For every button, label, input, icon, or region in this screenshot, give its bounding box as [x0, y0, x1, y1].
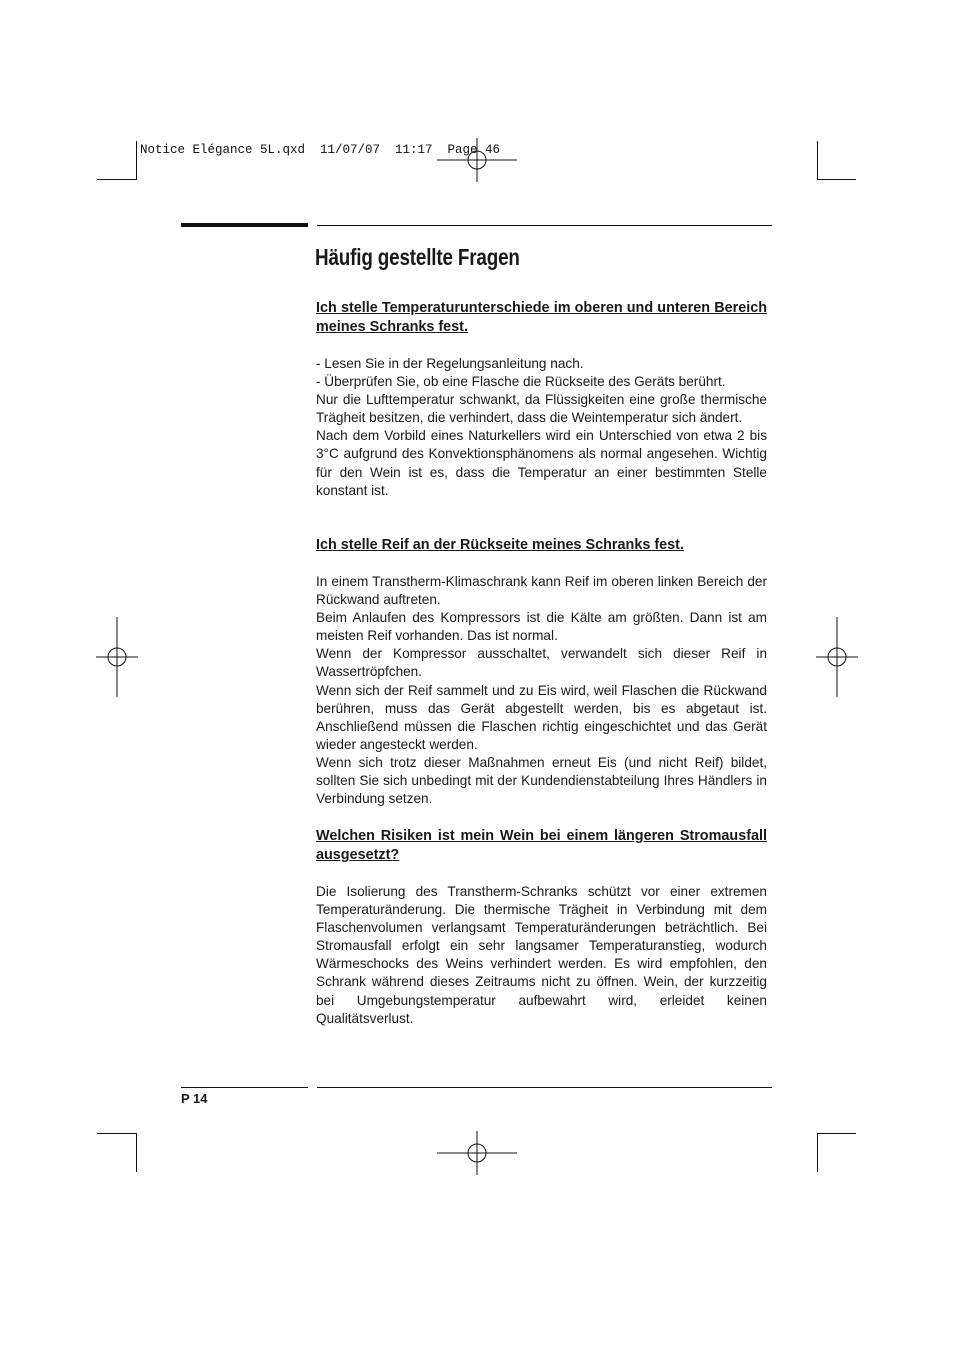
crop-mark	[136, 141, 137, 180]
answer-paragraph: Nach dem Vorbild eines Naturkellers wird ein Unterschied von etwa 2 bis 3°C aufgrund des Konvektionsphänomens als normal angesehen. Wichtig für den Wein ist es, dass die Temperatur an einer bestimmten Stelle konstant ist.	[316, 428, 767, 498]
page-number: P 14	[181, 1091, 208, 1106]
crop-mark	[97, 1133, 137, 1134]
answer-paragraph: Wenn der Kompressor ausschaltet, verwandelt sich dieser Reif in Wassertröpfchen.	[316, 646, 767, 680]
faq-question: Ich stelle Temperaturunterschiede im oberen und unteren Bereich meines Schranks fest.	[316, 300, 767, 335]
registration-mark-top	[437, 138, 517, 182]
header-rule-thin	[317, 225, 772, 226]
footer-rule-left	[181, 1087, 308, 1088]
faq-section-2	[316, 536, 767, 808]
crop-mark	[817, 1133, 856, 1134]
answer-paragraph: Wenn sich trotz dieser Maßnahmen erneut Eis (und nicht Reif) bildet, sollten Sie sich unbedingt mit der Kundendienstabteilung Ihres Händlers in Verbindung setzen.	[316, 754, 767, 807]
registration-mark-bottom	[437, 1131, 517, 1175]
crop-mark	[817, 141, 818, 180]
footer-rule-right	[317, 1087, 772, 1088]
crop-mark	[817, 179, 856, 180]
answer-paragraph: Beim Anlaufen des Kompressors ist die Kälte am größten. Dann ist am meisten Reif vorhanden. Das ist normal.	[316, 610, 767, 644]
answer-paragraph: In einem Transtherm-Klimaschrank kann Reif im oberen linken Bereich der Rückwand auftreten.	[316, 574, 767, 608]
page-title: Häufig gestellte Fragen	[315, 244, 520, 270]
faq-question: Welchen Risiken ist mein Wein bei einem längeren Stromausfall ausgesetzt?	[316, 828, 767, 863]
print-slug: Notice Elégance 5L.qxd 11/07/07 11:17 Page 46	[140, 143, 501, 157]
faq-section-3	[316, 827, 767, 1028]
faq-section-1	[316, 299, 767, 500]
answer-paragraph: - Überprüfen Sie, ob eine Flasche die Rückseite des Geräts berührt.	[316, 374, 726, 390]
answer-paragraph: Nur die Lufttemperatur schwankt, da Flüssigkeiten eine große thermische Trägheit besitzen, die verhindert, dass die Weintemperatur sich ändert.	[316, 392, 767, 426]
header-rule-thick	[181, 223, 308, 227]
answer-paragraph: Die Isolierung des Transtherm-Schranks schützt vor einer extremen Temperaturänderung. Die thermische Trägheit in Verbindung mit dem Flaschenvolumen verlangsamt Temperaturänderungen beträchtlich. Bei Stromausfall erfolgt ein sehr langsamer Temperaturanstieg, wodurch Wärmeschocks des Weins verhindert werden. Es wird empfohlen, den Schrank während dieses Zeitraums nicht zu öffnen. Wein, der kurzzeitig bei Umgebungstemperatur aufbewahrt wird, erleidet keinen Qualitätsverlust.	[316, 884, 767, 1026]
answer-paragraph: - Lesen Sie in der Regelungsanleitung nach.	[316, 356, 584, 371]
crop-mark	[817, 1133, 818, 1172]
registration-mark-right	[816, 617, 858, 697]
crop-mark	[97, 179, 137, 180]
answer-paragraph: Wenn sich der Reif sammelt und zu Eis wird, weil Flaschen die Rückwand berühren, muss das Gerät abgestellt werden, bis es abgetaut ist. Anschließend müssen die Flaschen richtig eingeschichtet und das Gerät wieder angesteckt werden.	[316, 682, 767, 752]
registration-mark-left	[96, 617, 138, 697]
faq-question: Ich stelle Reif an der Rückseite meines Schranks fest.	[316, 537, 684, 553]
crop-mark	[136, 1133, 137, 1172]
